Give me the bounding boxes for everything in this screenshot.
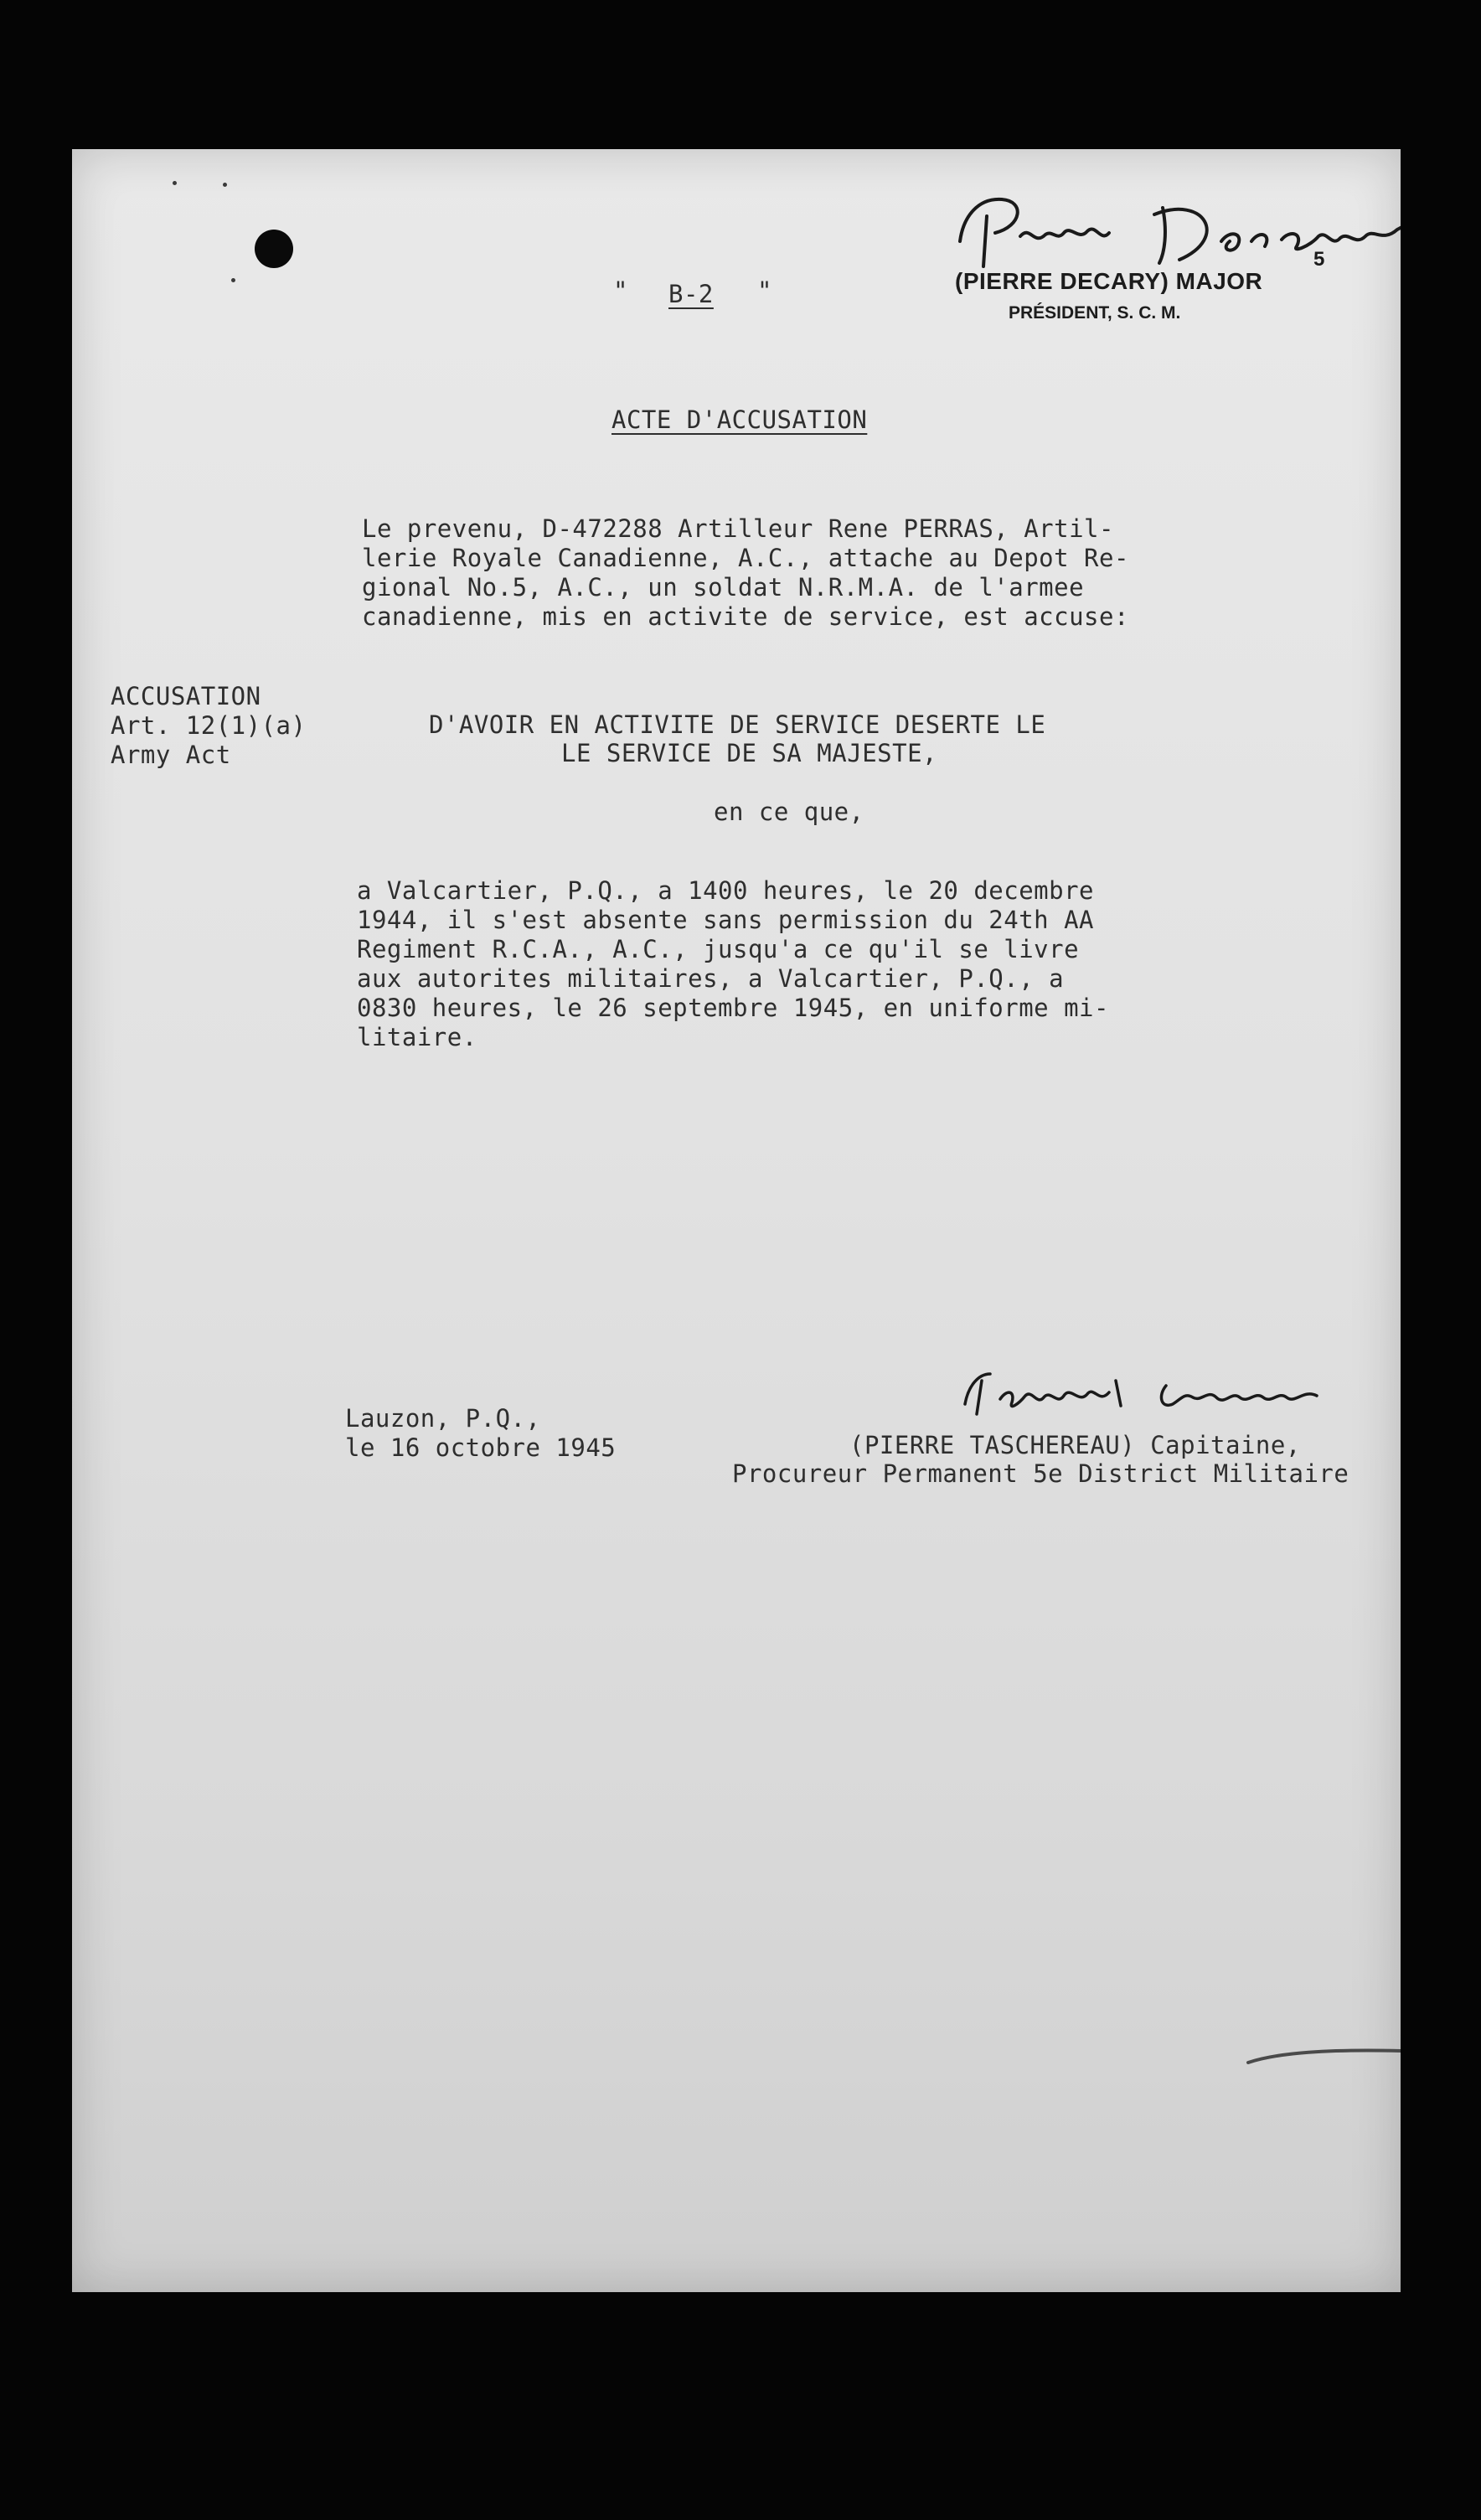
- prosecutor-title: Procureur Permanent 5e District Militaire: [732, 1459, 1349, 1488]
- charge-line-1: D'AVOIR EN ACTIVITE DE SERVICE DESERTE LE: [429, 710, 1046, 739]
- prosecutor-signature: [957, 1356, 1375, 1423]
- en-ce-que: en ce que,: [714, 798, 864, 826]
- ref-quote-close: ": [757, 276, 772, 305]
- particulars-paragraph: [357, 876, 1109, 1052]
- margin-note-line: Army Act: [111, 741, 231, 769]
- charge-line-2: LE SERVICE DE SA MAJESTE,: [561, 739, 937, 767]
- president-title-stamp: PRÉSIDENT, S. C. M.: [1009, 303, 1181, 323]
- document-reference: B-2: [668, 280, 714, 308]
- punch-hole: [255, 230, 293, 268]
- particulars-line: a Valcartier, P.Q., a 1400 heures, le 20 decembre: [357, 876, 1095, 905]
- place-line: Lauzon, P.Q.,: [345, 1404, 541, 1433]
- particulars-line: litaire.: [357, 1023, 477, 1051]
- intro-line: Le prevenu, D-472288 Artilleur Rene PERRAS, Artil-: [362, 514, 1114, 543]
- date-line: le 16 octobre 1945: [345, 1433, 617, 1462]
- ref-quote-open: ": [613, 276, 628, 305]
- intro-line: lerie Royale Canadienne, A.C., attache au Depot Re-: [362, 544, 1129, 572]
- place-date: [345, 1404, 616, 1463]
- particulars-line: aux autorites militaires, a Valcartier, P.Q., a: [357, 964, 1065, 993]
- margin-note-line: ACCUSATION: [111, 682, 261, 710]
- speck: [223, 183, 227, 187]
- president-signature: [953, 183, 1401, 275]
- document-page: [72, 149, 1401, 2292]
- stray-mark: [1245, 2044, 1401, 2069]
- particulars-line: 0830 heures, le 26 septembre 1945, en uniforme mi-: [357, 994, 1109, 1022]
- speck: [231, 278, 235, 282]
- speck: [173, 181, 177, 185]
- particulars-line: 1944, il s'est absente sans permission du 24th AA: [357, 906, 1095, 934]
- intro-line: canadienne, mis en activite de service, est accuse:: [362, 602, 1129, 631]
- president-name-stamp: (PIERRE DECARY) MAJOR: [955, 268, 1263, 294]
- intro-line: gional No.5, A.C., un soldat N.R.M.A. de l'armee: [362, 573, 1085, 602]
- page-number: 5: [1313, 248, 1325, 271]
- prosecutor-name: (PIERRE TASCHEREAU) Capitaine,: [849, 1431, 1301, 1459]
- margin-note-line: Art. 12(1)(a): [111, 711, 307, 740]
- intro-paragraph: [362, 514, 1129, 632]
- document-title: ACTE D'ACCUSATION: [611, 405, 868, 434]
- margin-note: [111, 682, 306, 770]
- particulars-line: Regiment R.C.A., A.C., jusqu'a ce qu'il se livre: [357, 935, 1080, 963]
